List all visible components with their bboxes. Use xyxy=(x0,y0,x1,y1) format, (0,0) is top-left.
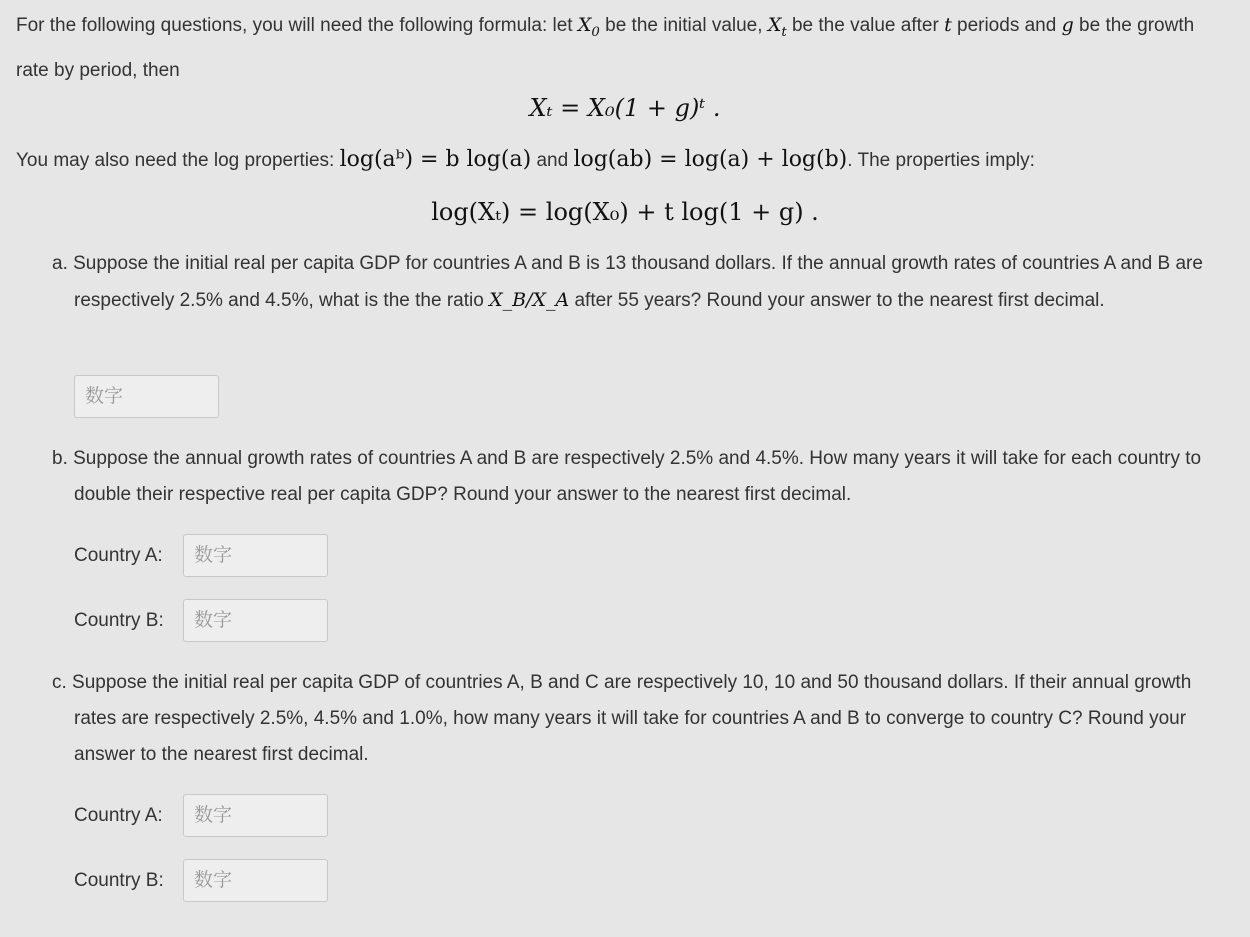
country-b-label: Country B: xyxy=(74,610,164,631)
log-properties-text: You may also need the log properties: log(aᵇ) = b log(a) and log(ab) = log(a) + log(b). The properties imply: xyxy=(16,147,1035,172)
country-a-label: Country A: xyxy=(74,805,163,826)
answer-a-input[interactable]: 数字 xyxy=(74,375,219,418)
xt-symbol: $X_t$ xyxy=(767,14,787,40)
intro-text-part: be the growth rate by period, then xyxy=(16,15,1195,81)
growth-formula: Xₜ = X₀(1 + g)ᵗ . xyxy=(529,94,721,122)
log-power-property: log(aᵇ) = b log(a) xyxy=(339,147,532,172)
answer-b-country-a-input[interactable]: 数字 xyxy=(183,534,328,577)
intro-text xyxy=(16,6,1231,90)
question-b xyxy=(52,441,1227,513)
question-c xyxy=(52,665,1227,773)
t-symbol: t xyxy=(944,14,952,36)
question-a xyxy=(52,246,1227,319)
question-b-text: b. Suppose the annual growth rates of countries A and B are respectively 2.5% and 4.5%. How many years it will take for each country to double their respective real per capita GDP? Round your answer to the nearest first decimal. xyxy=(52,448,1202,505)
intro-text-part: periods and xyxy=(951,15,1062,36)
country-b-label: Country B: xyxy=(74,870,164,891)
question-a-text: a. Suppose the initial real per capita GDP for countries A and B is 13 thousand dollars. If the annual growth rates of countries A and B are respectively 2.5% and 4.5%, what is the the ratio X_B/X_A after 55 years? Round your answer to the nearest first decimal. xyxy=(52,253,1203,311)
answer-b-country-b-input[interactable]: 数字 xyxy=(183,599,328,642)
country-a-label: Country A: xyxy=(74,545,163,566)
x0-symbol: $X_0$ xyxy=(577,14,600,40)
intro-text-part: For the following questions, you will need the following formula: let xyxy=(16,15,578,36)
question-c-text: c. Suppose the initial real per capita GDP of countries A, B and C are respectively 10, 10 and 50 thousand dollars. If their annual growth rates are respectively 2.5%, 4.5% and 1.0%, how many years it will take for countries A and B to converge to country C? Round your answer to the nearest first decimal. xyxy=(52,672,1192,765)
g-symbol: g xyxy=(1061,14,1074,36)
ratio-expression: X_B/X_A xyxy=(489,289,570,311)
answer-c-country-a-input[interactable]: 数字 xyxy=(183,794,328,837)
log-product-property: log(ab) = log(a) + log(b) xyxy=(573,147,848,172)
answer-c-country-b-input[interactable]: 数字 xyxy=(183,859,328,902)
intro-text-part: be the value after xyxy=(786,15,945,36)
log-growth-formula: log(Xₜ) = log(X₀) + t log(1 + g) . xyxy=(431,198,819,226)
intro-text-part: be the initial value, xyxy=(599,15,768,36)
